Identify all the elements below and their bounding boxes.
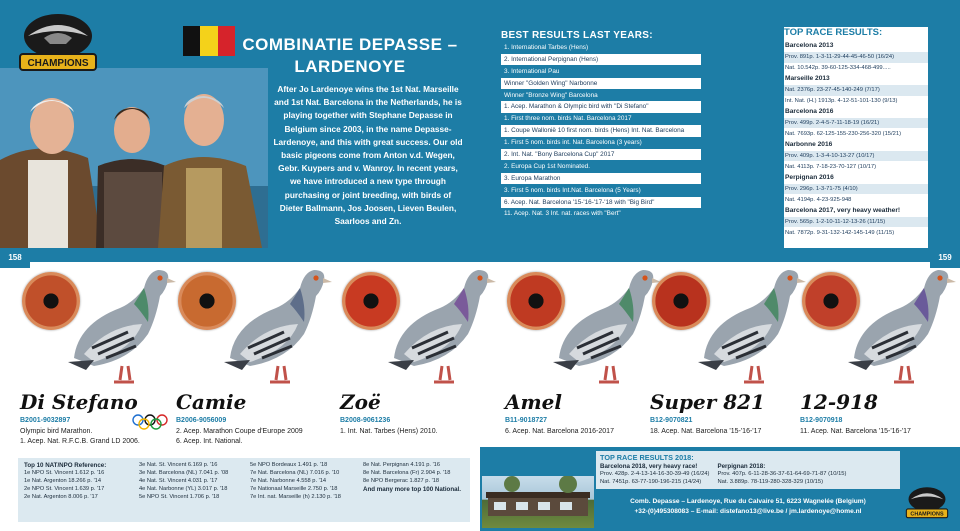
top-race-rows xyxy=(784,41,928,239)
team-photo xyxy=(0,68,268,248)
race-2018-column-1 xyxy=(600,463,709,487)
race-result: Prov. 499p. 2-4-5-7-11-18-19 (16/21) xyxy=(784,118,928,129)
bird-card xyxy=(650,262,810,447)
bird-ring-number: B2008-9061236 xyxy=(340,417,391,424)
bird-card xyxy=(505,262,665,447)
bird-name: Zoë xyxy=(340,390,381,414)
race-2018-column-2 xyxy=(717,463,846,487)
page-number-right: 159 xyxy=(930,248,960,268)
bird-result-line: 11. Acep. Nat. Barcelona '15-'16-'17 xyxy=(800,428,911,435)
best-result-item: 2. International Perpignan (Hens) xyxy=(501,54,701,65)
best-result-item: 1. Acep. Marathon & Olympic bird with "Di Stefano" xyxy=(501,101,701,112)
reference-item: 7e Nationaal Marseille 2.750 p. '18 xyxy=(250,485,338,492)
race-2018-item: Nat. 3.889p. 78-119-280-328-329 (10/15) xyxy=(717,478,824,485)
bird-card xyxy=(176,262,336,447)
best-result-item: Winner "Golden Wing" Narbonne xyxy=(501,78,701,89)
reference-column-4 xyxy=(363,462,461,494)
reference-item: 8e NPO Bergerac 1.827 p. '18 xyxy=(363,477,440,484)
title-line-1: COMBINATIE DEPASSE – xyxy=(242,35,458,54)
best-result-item: 3. Europa Marathon xyxy=(501,173,701,184)
reference-footer: And many more top 100 National. xyxy=(363,485,461,493)
bird-ring-number: B2001-9032897 xyxy=(20,417,71,424)
race-2018-header: Barcelona 2018, very heavy race! xyxy=(600,463,698,470)
intro-text: After Jo Lardenoye wins the 1st Nat. Marseille and 1st Nat. Barcelona in the Netherlands, he is playing together with Stephane Depasse in Belgium since 2003, in the name Depasse-Lardenoye, and this with great success. Our old basic pigeons come from Anton v.d. Wegen, Gebr. Kuypers and v. Wanroy. In recent years, we have introduced a new type through purchasing or joint breeding, with birds of Dieter Ballmann, Jos Joosen, Lieven Beulen, Saarloos and Zn. xyxy=(273,84,463,227)
best-result-item: Winner "Bronze Wing" Barcelona xyxy=(504,91,598,99)
reference-item: 4e Nat. Narbonne (YL) 3.017 p. '18 xyxy=(139,485,228,492)
bird-name: Super 821 xyxy=(650,390,765,414)
bird-results xyxy=(176,427,336,447)
race-result: Prov. 891p. 1-3-11-29-44-45-46-50 (16/24) xyxy=(784,52,928,63)
bird-result-line: Olympic bird Marathon. xyxy=(20,428,93,435)
race-result: Nat. 2376p. 23-27-45-140-249 (7/17) xyxy=(784,85,928,96)
race-result: Int. Nat. (H.) 1913p. 4-12-51-101-130 (9/13) xyxy=(785,97,898,104)
reference-item: 3e Nat. St. Vincent 6.169 p. '16 xyxy=(139,462,218,468)
race-2018-item: Nat. 7451p. 63-77-190-196-215 (14/24) xyxy=(600,478,702,485)
race-result: Nat. 7693p. 62-125-155-230-256-320 (15/21) xyxy=(785,130,902,137)
bird-result-line: 2. Acep. Marathon Coupe d'Europe 2009 xyxy=(176,428,303,435)
contact-phone-email[interactable]: +32-(0)495308083 – E-mail: distefano13@live.be / jm.lardenoye@home.nl xyxy=(634,508,862,515)
logo-text-small: CHAMPIONS xyxy=(910,511,944,518)
pigeon-photo xyxy=(549,262,661,390)
best-results-list xyxy=(501,42,701,220)
reference-item: 2e NPO St. Vincent 1.639 p. '17 xyxy=(24,485,105,492)
reference-item: 4e Nat. St. Vincent 4.031 p. '17 xyxy=(139,477,218,484)
reference-column-2 xyxy=(139,462,228,502)
race-heading: Narbonne 2016 xyxy=(785,140,833,148)
header-panel-left xyxy=(0,0,480,262)
bird-card xyxy=(800,262,960,447)
bird-results xyxy=(650,427,810,437)
contact-info xyxy=(598,497,898,517)
best-result-item: 1. International Tarbes (Hens) xyxy=(504,44,589,51)
loft-photo xyxy=(482,476,594,528)
best-result-item: 6. Acep. Nat. Barcelona '15-'16-'17-'18 with "Big Bird" xyxy=(501,197,701,208)
race-heading: Barcelona 2017, very heavy weather! xyxy=(785,206,901,214)
bird-results xyxy=(505,427,665,437)
best-result-item: 1. First 5 nom. birds int. Nat. Barcelona (3 years) xyxy=(504,139,642,147)
reference-item: 8e Nat. Perpignan 4.191 p. '16 xyxy=(363,462,440,468)
race-2018-header: Perpignan 2018: xyxy=(717,463,766,470)
reference-item: 7e Int. nat. Marseille (h) 2.130 p. '18 xyxy=(250,493,341,500)
race-heading: Barcelona 2013 xyxy=(785,42,834,49)
reference-header: Top 10 NAT/NPO Reference: xyxy=(24,462,107,469)
reference-column-1 xyxy=(24,462,106,502)
bird-result-line: 1. Int. Nat. Tarbes (Hens) 2010. xyxy=(340,428,438,435)
race-results-2018-title: TOP RACE RESULTS 2018: xyxy=(600,453,694,462)
bird-name: Di Stefano xyxy=(20,390,138,414)
pigeon-photo xyxy=(220,262,332,390)
race-result: Prov. 296p. 1-3-71-75 (4/10) xyxy=(784,184,928,195)
bird-result-line: 18. Acep. Nat. Barcelona '15-'16-'17 xyxy=(650,428,762,435)
best-result-item: 3. International Pau xyxy=(504,67,560,75)
race-2018-item: Prov. 407p. 6-11-28-36-37-61-64-69-71-87 (10/15) xyxy=(717,470,847,477)
national-reference-panel xyxy=(18,458,470,522)
reference-item: 5e NPO St. Vincent 1.706 p. '18 xyxy=(139,493,220,500)
bird-result-line: 6. Acep. Nat. Barcelona 2016-2017 xyxy=(505,428,614,435)
bird-results xyxy=(800,427,960,437)
reference-item: 7e Nat. Narbonne 4.558 p. '14 xyxy=(250,477,327,484)
bird-ring-number: B12-9070821 xyxy=(650,417,693,424)
race-2018-item: Prov. 428p. 2-4-13-14-16-30-39-49 (16/24) xyxy=(600,470,710,477)
loft-photo-illustration xyxy=(482,476,594,528)
best-result-item: 1. First three nom. birds Nat. Barcelona 2017 xyxy=(504,115,632,123)
race-heading: Barcelona 2016 xyxy=(785,107,834,115)
race-result: Nat. 4194p. 4-23-925-948 xyxy=(785,196,852,203)
champions-logo xyxy=(12,10,104,76)
title-line-2: LARDENOYE xyxy=(294,57,406,76)
race-result: Prov. 409p. 1-3-4-10-13-27 (10/17) xyxy=(784,151,928,162)
race-heading: Perpignan 2016 xyxy=(785,173,834,181)
race-heading: Marseille 2013 xyxy=(785,74,830,82)
pigeon-photo xyxy=(844,262,956,390)
pigeon-photo xyxy=(694,262,806,390)
bird-ring-number: B2006-9056009 xyxy=(176,417,227,424)
best-results-title: BEST RESULTS LAST YEARS: xyxy=(501,30,653,41)
page-number-left: 158 xyxy=(0,248,30,268)
race-result: Nat. 10.542p. 39-60-125-334-468-499..... xyxy=(785,64,891,71)
best-result-item: 2. Int. Nat. "Bony Barcelona Cup" 2017 xyxy=(501,149,701,160)
belgium-flag-icon xyxy=(183,26,235,56)
reference-column-3 xyxy=(250,462,341,502)
bird-card xyxy=(20,262,180,447)
bird-card xyxy=(340,262,500,447)
race-result: Prov. 565p. 1-2-10-11-12-13-26 (11/15) xyxy=(784,217,928,228)
bird-ring-number: B12-9070918 xyxy=(800,417,843,424)
race-result: Nat. 7872p. 9-31-132-142-145-149 (11/15) xyxy=(785,229,895,236)
bird-name: Amel xyxy=(505,390,563,414)
best-result-item: 11. Acep. Nat. 3 Int. nat. races with "Bert" xyxy=(504,210,621,218)
pigeon-photo xyxy=(64,262,176,390)
bird-name: Camie xyxy=(176,390,247,414)
bird-ring-number: B11-9018727 xyxy=(505,417,548,424)
race-results-2018-panel xyxy=(596,451,900,489)
best-result-item: 2. Europa Cup 1st Nominated. xyxy=(504,162,590,170)
best-result-item: 1. Coupe Wallonië 10 first nom. birds (Hens) Int. Nat. Barcelona xyxy=(501,125,701,136)
bird-results xyxy=(340,427,500,437)
bird-name: 12-918 xyxy=(800,390,878,414)
best-result-item: 3. First 5 nom. birds Int.Nat. Barcelona (5 Years) xyxy=(504,186,641,194)
reference-item: 3e Nat. Barcelona (NL) 7.041 p. '08 xyxy=(139,469,229,476)
bird-results xyxy=(20,427,180,447)
team-photo-illustration xyxy=(0,68,268,248)
race-result: Nat. 4113p. 7-18-23-70-127 (10/17) xyxy=(785,163,877,170)
champions-logo-small xyxy=(902,482,952,524)
reference-item: 1e NPO St. Vincent 1.612 p. '16 xyxy=(24,469,105,476)
reference-item: 2e Nat. Argenton 8.006 p. '17 xyxy=(24,493,98,500)
contact-address: Comb. Depasse – Lardenoye, Rue du Calvaire 51, 6223 Wagnelée (Belgium) xyxy=(630,498,866,505)
reference-item: 7e Nat. Barcelona (NL) 7.016 p. '10 xyxy=(250,469,340,476)
reference-item: 8e Nat. Barcelona (Fr) 2.904 p. '18 xyxy=(363,469,451,476)
bird-result-line: 1. Acep. Nat. R.F.C.B. Grand LD 2006. xyxy=(20,438,140,445)
reference-item: 1e Nat. Argenton 18.266 p. '14 xyxy=(24,477,101,484)
logo-text: CHAMPIONS xyxy=(27,58,89,69)
top-race-panel xyxy=(784,27,928,248)
page-title xyxy=(240,34,460,78)
pigeon-photo xyxy=(384,262,496,390)
reference-item: 5e NPO Bordeaux 1.491 p. '18 xyxy=(250,462,328,468)
top-race-title: TOP RACE RESULTS: xyxy=(784,27,928,38)
bird-result-line: 6. Acep. Int. National. xyxy=(176,438,243,445)
